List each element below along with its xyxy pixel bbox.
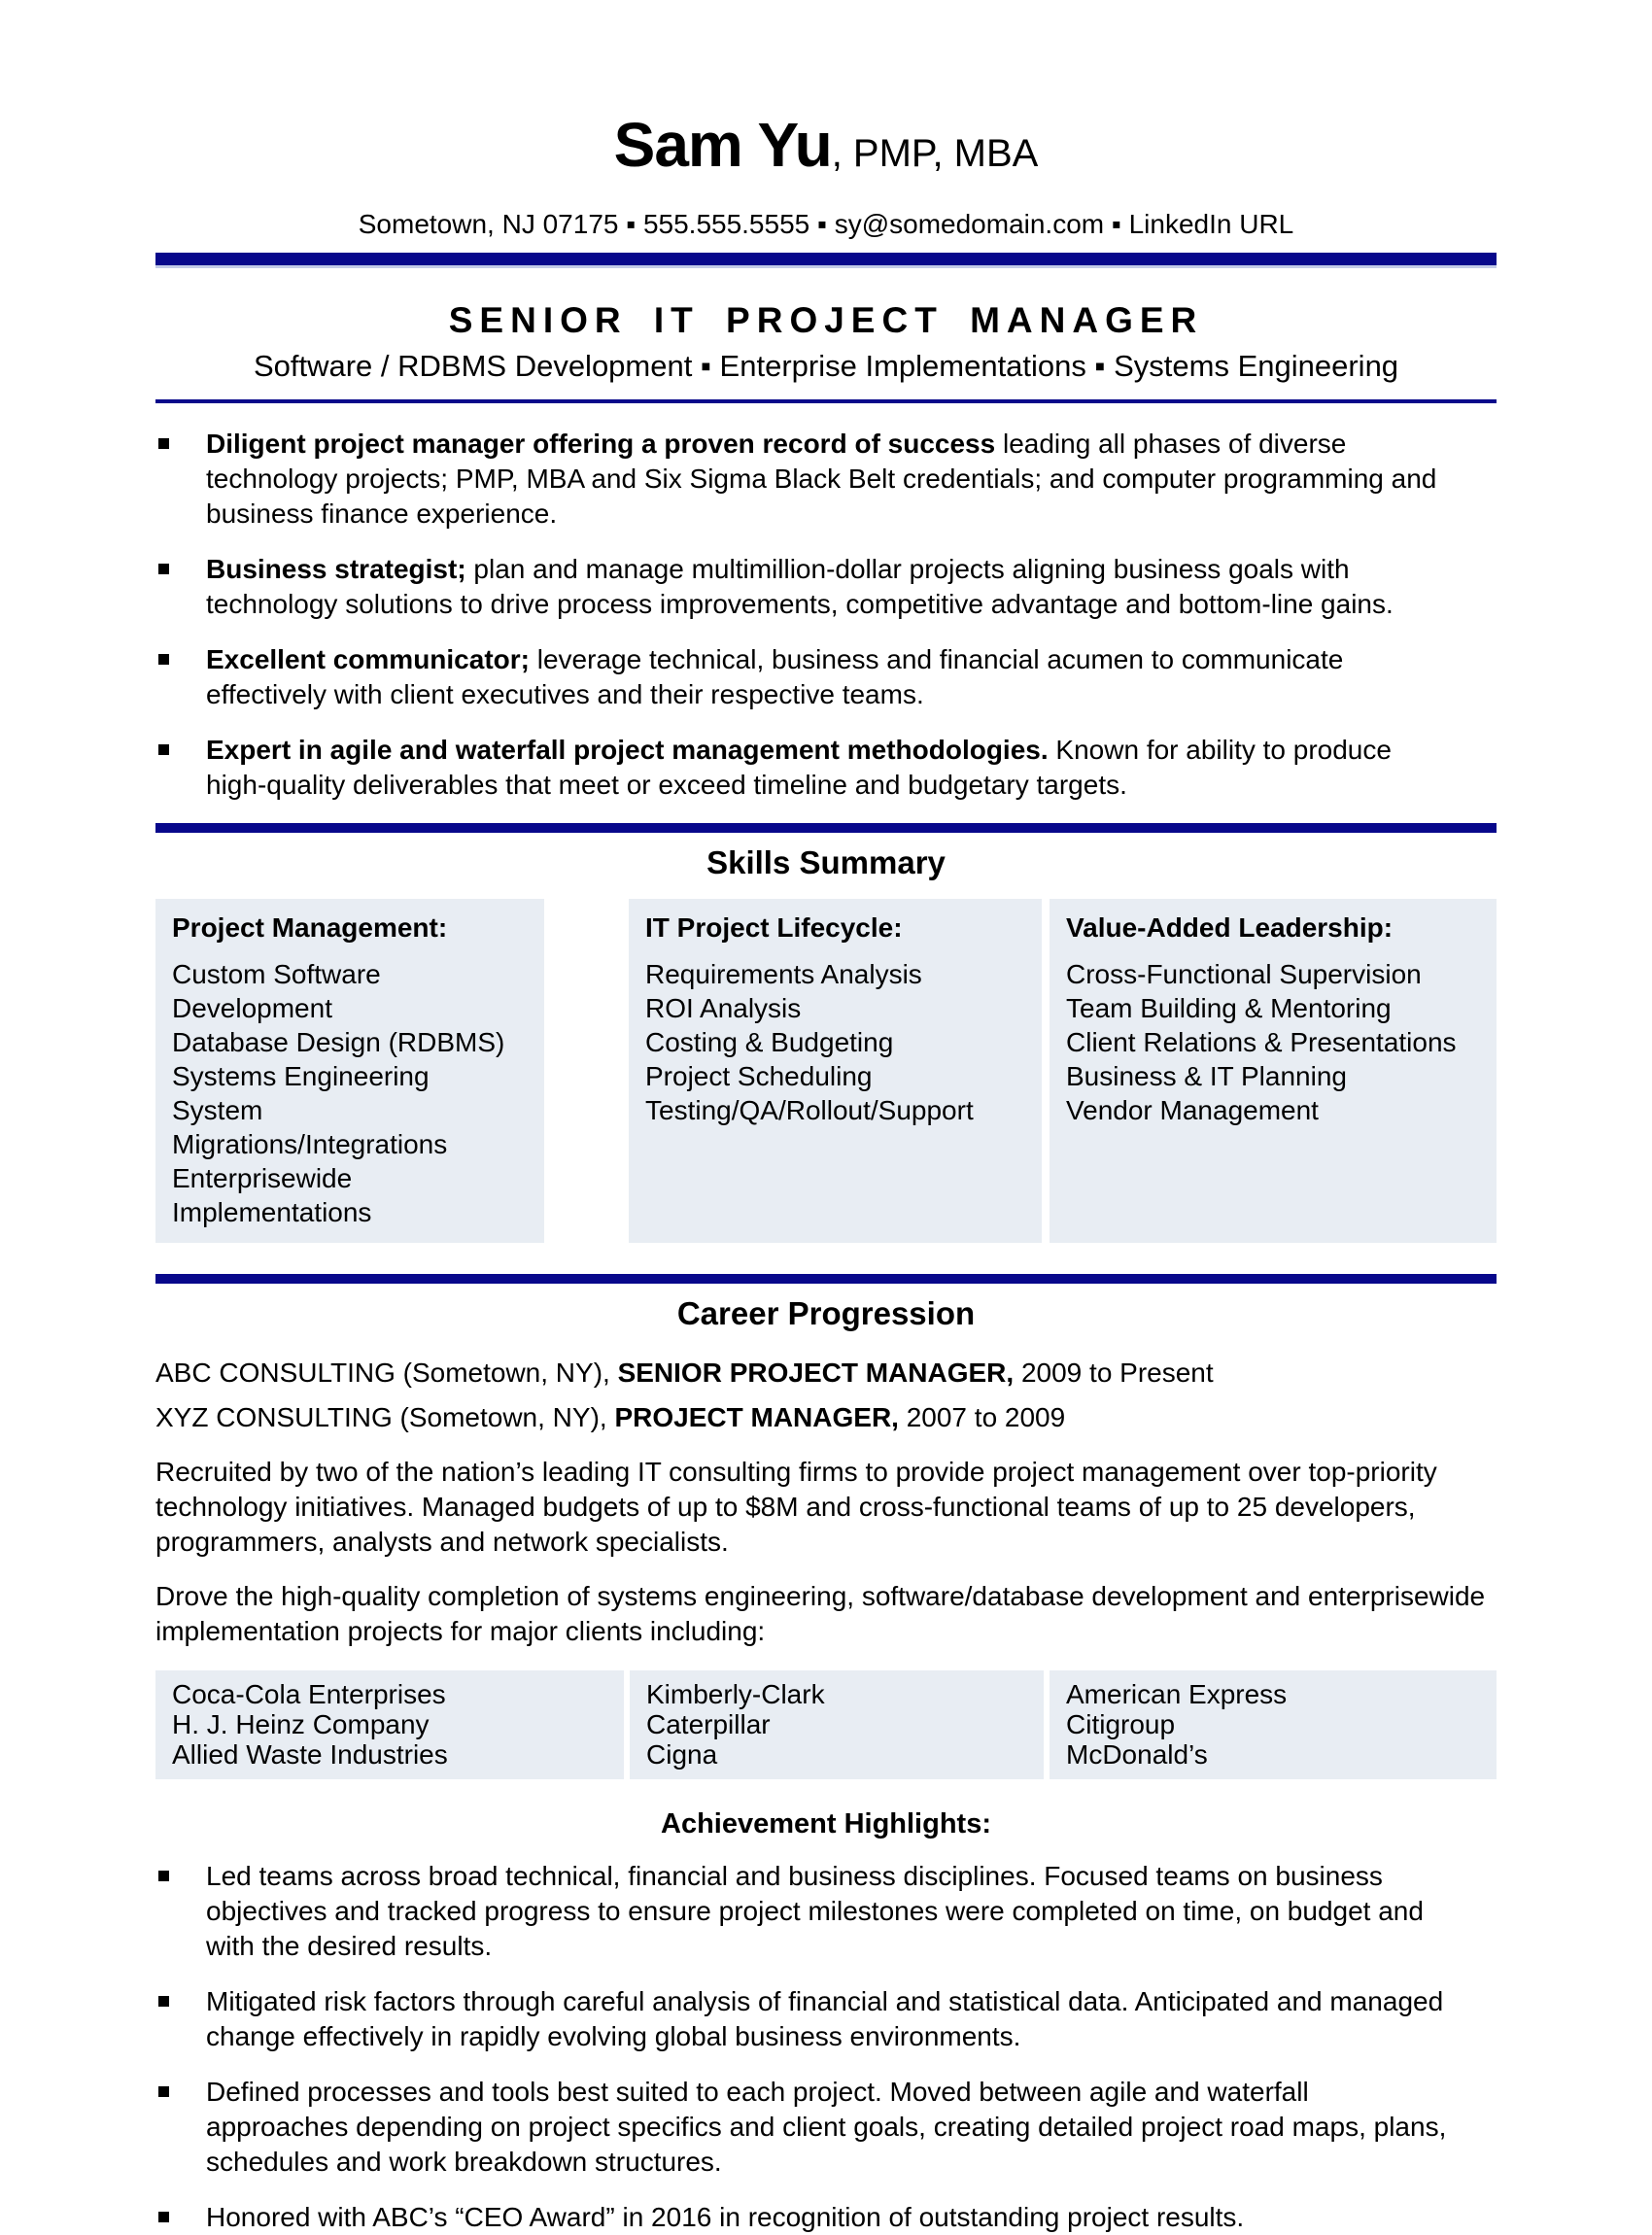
skill-item: ROI Analysis	[645, 993, 802, 1023]
summary-bullet-list	[155, 427, 1497, 803]
client-name: McDonald’s	[1066, 1739, 1208, 1770]
skill-item: Requirements Analysis	[645, 959, 922, 989]
skills-column-header: Project Management:	[172, 912, 448, 943]
career-section-bar	[155, 1274, 1497, 1284]
summary-bullet	[155, 427, 1458, 532]
skills-column-project-management	[155, 899, 544, 1243]
client-name: Citigroup	[1066, 1709, 1176, 1739]
client-name: Caterpillar	[646, 1709, 771, 1739]
bullet-body: Led teams across broad technical, financial and business disciplines. Focused teams on business objectives and tracked progress to ensure project milestones were completed on time, on budget and with the desired results.	[206, 1861, 1424, 1961]
career-heading: Career Progression	[676, 1295, 976, 1331]
bullet-body: leverage technical, business and financial acumen to communicate effectively with client executives and their respective teams.	[206, 644, 1344, 709]
job-dates: 2007 to 2009	[898, 1402, 1066, 1432]
job-entry	[155, 1400, 1497, 1435]
skills-column-leadership	[1050, 899, 1497, 1243]
square-bullet-icon	[158, 564, 169, 574]
achievements-heading: Achievement Highlights:	[661, 1808, 991, 1840]
clients-column	[1050, 1670, 1497, 1779]
job-dates: 2009 to Present	[1014, 1358, 1214, 1388]
skills-heading: Skills Summary	[706, 844, 946, 880]
summary-bullet	[155, 733, 1458, 803]
skills-section-bar	[155, 823, 1497, 833]
client-name: Kimberly-Clark	[646, 1679, 825, 1709]
skill-item: Database Design (RDBMS)	[172, 1027, 505, 1057]
skill-item: Testing/QA/Rollout/Support	[645, 1095, 974, 1125]
square-bullet-icon	[158, 438, 169, 449]
summary-bullet	[155, 642, 1458, 712]
bullet-body: leading all phases of diverse technology projects; PMP, MBA and Six Sigma Black Belt credentials; and computer programming and business finance experience.	[206, 429, 1437, 529]
skills-column-header: Value-Added Leadership:	[1066, 912, 1394, 943]
skill-item: Costing & Budgeting	[645, 1027, 894, 1057]
skill-item: System Migrations/Integrations	[172, 1095, 448, 1159]
client-name: Cigna	[646, 1739, 718, 1770]
achievements-bullet-list	[155, 1859, 1497, 2235]
bullet-lead: Business strategist;	[206, 554, 466, 584]
client-name: Coca-Cola Enterprises	[172, 1679, 446, 1709]
achievement-bullet	[155, 1859, 1458, 1964]
job-company: XYZ CONSULTING (Sometown, NY),	[155, 1402, 615, 1432]
clients-table	[155, 1670, 1497, 1779]
client-name: H. J. Heinz Company	[172, 1709, 430, 1739]
square-bullet-icon	[158, 2086, 169, 2097]
clients-column	[155, 1670, 624, 1779]
skill-item: Vendor Management	[1066, 1095, 1319, 1125]
bullet-body: Honored with ABC’s “CEO Award” in 2016 in recognition of outstanding project results.	[206, 2202, 1245, 2232]
skills-column-it-lifecycle	[629, 899, 1042, 1243]
job-entry	[155, 1356, 1497, 1391]
skill-item: Enterprisewide Implementations	[172, 1163, 372, 1227]
skill-item: Team Building & Mentoring	[1066, 993, 1392, 1023]
bullet-lead: Excellent communicator;	[206, 644, 530, 674]
client-name: Allied Waste Industries	[172, 1739, 448, 1770]
job-company: ABC CONSULTING (Sometown, NY),	[155, 1358, 618, 1388]
square-bullet-icon	[158, 654, 169, 665]
role-title: SENIOR IT PROJECT MANAGER	[448, 300, 1204, 340]
square-bullet-icon	[158, 2212, 169, 2222]
skill-item: Cross-Functional Supervision	[1066, 959, 1422, 989]
skill-item: Client Relations & Presentations	[1066, 1027, 1457, 1057]
candidate-name: Sam Yu	[613, 110, 832, 180]
skill-item: Systems Engineering	[172, 1061, 430, 1091]
candidate-name-line	[155, 0, 1497, 198]
role-specialties: Software / RDBMS Development ▪ Enterprise Implementations ▪ Systems Engineering	[253, 349, 1399, 383]
contact-line: Sometown, NJ 07175 ▪ 555.555.5555 ▪ sy@somedomain.com ▪ LinkedIn URL	[358, 209, 1294, 239]
bullet-body: Defined processes and tools best suited to each project. Moved between agile and waterfall approaches depending on project specifics and client goals, creating detailed project road maps, plans, schedules and work breakdown structures.	[206, 2077, 1447, 2177]
job-title: PROJECT MANAGER,	[614, 1402, 899, 1432]
achievement-bullet	[155, 1984, 1458, 2054]
square-bullet-icon	[158, 1871, 169, 1881]
bullet-lead: Diligent project manager offering a proven record of success	[206, 429, 996, 459]
bullet-body: Mitigated risk factors through careful analysis of financial and statistical data. Anticipated and managed change effectively in rapidly evolving global business environments.	[206, 1986, 1444, 2051]
bullet-lead: Expert in agile and waterfall project management methodologies.	[206, 735, 1049, 765]
skills-table	[155, 899, 1497, 1243]
skill-item: Business & IT Planning	[1066, 1061, 1347, 1091]
bullet-body: Known for ability to produce high-quality deliverables that meet or exceed timeline and budgetary targets.	[206, 735, 1392, 800]
subtitle-rule	[155, 399, 1497, 403]
square-bullet-icon	[158, 1996, 169, 2007]
skills-column-header: IT Project Lifecycle:	[645, 912, 903, 943]
career-paragraph: Drove the high-quality completion of systems engineering, software/database development and enterprisewide implementation projects for major clients including:	[155, 1581, 1486, 1646]
skill-item: Project Scheduling	[645, 1061, 873, 1091]
achievement-bullet	[155, 2075, 1458, 2180]
clients-column	[630, 1670, 1044, 1779]
bullet-body: plan and manage multimillion-dollar projects aligning business goals with technology solutions to drive process improvements, competitive advantage and bottom-line gains.	[206, 554, 1394, 619]
candidate-credentials: , PMP, MBA	[831, 132, 1039, 175]
square-bullet-icon	[158, 744, 169, 755]
header-divider-bar	[155, 253, 1497, 268]
summary-bullet	[155, 552, 1458, 622]
achievement-bullet	[155, 2200, 1458, 2235]
job-title: SENIOR PROJECT MANAGER,	[617, 1358, 1015, 1388]
career-paragraph: Recruited by two of the nation’s leading IT consulting firms to provide project management over top-priority technology initiatives. Managed budgets of up to $8M and cross-functional teams of up to 25 developers, programmers, analysts and network specialists.	[155, 1457, 1437, 1557]
client-name: American Express	[1066, 1679, 1288, 1709]
skill-item: Custom Software Development	[172, 959, 381, 1023]
